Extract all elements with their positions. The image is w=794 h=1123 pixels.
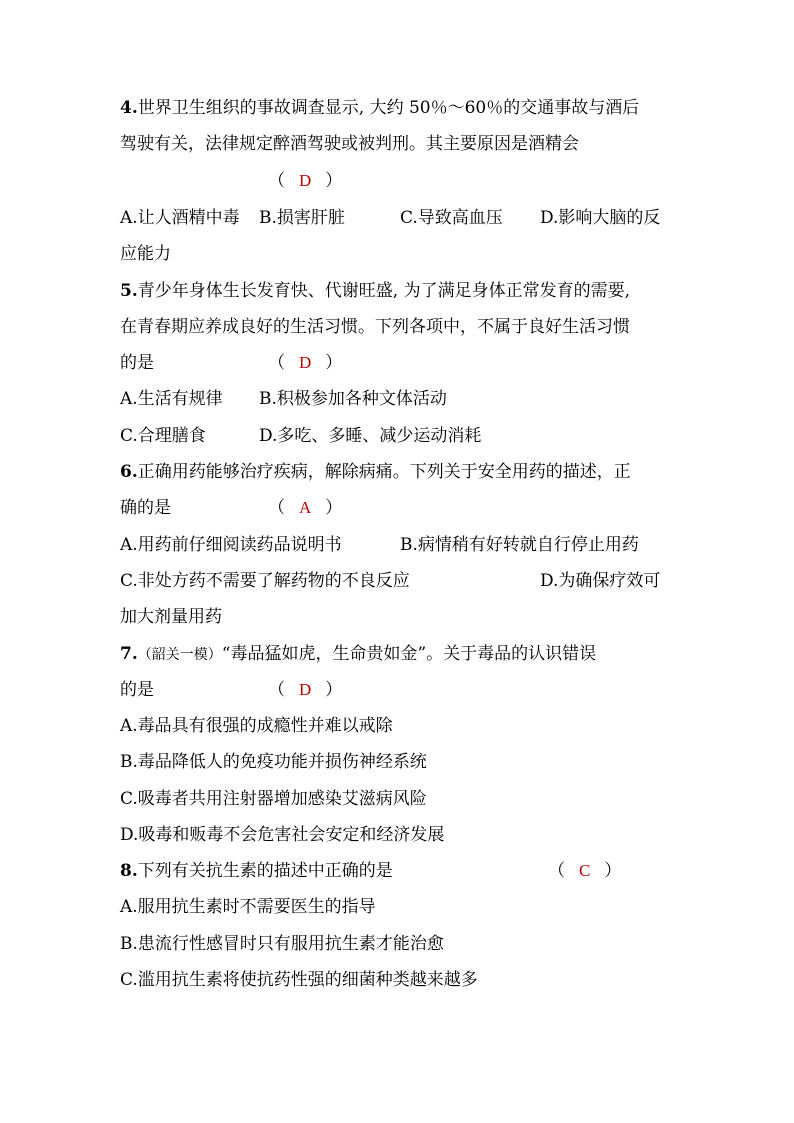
question-number: 7: [120, 644, 132, 664]
option-a: A.用药前仔细阅读药品说明书: [120, 535, 342, 555]
option-a: A.服用抗生素时不需要医生的指导: [120, 897, 376, 917]
option-b: B.病情稍有好转就自行停止用药: [400, 535, 639, 555]
option-c: C.导致高血压: [400, 208, 503, 228]
question-5-line-2: 在青春期应养成良好的生活习惯。下列各项中，不属于良好生活习惯: [120, 317, 630, 337]
question-source: （韶关一模）: [137, 647, 222, 663]
answer-letter: C: [579, 861, 591, 880]
question-6-line-1: 6.正确用药能够治疗疾病，解除病痛。下列关于安全用药的描述，正: [120, 462, 631, 482]
question-number: 6: [120, 462, 132, 482]
question-5-line-1: 5.青少年身体生长发育快、代谢旺盛, 为了满足身体正常发育的需要,: [120, 281, 630, 301]
answer-blank: （ D ）: [268, 353, 343, 373]
option-c: C.非处方药不需要了解药物的不良反应: [120, 571, 410, 591]
option-a: A.毒品具有很强的成瘾性并难以戒除: [120, 716, 393, 736]
question-4-line-1: 4.世界卫生组织的事故调查显示, 大约 50％～60％的交通事故与酒后: [120, 98, 640, 118]
answer-blank: （ A ）: [268, 498, 343, 518]
question-5-line-3: 的是: [120, 353, 154, 373]
option-c: C.吸毒者共用注射器增加感染艾滋病风险: [120, 789, 427, 809]
answer-letter: D: [299, 353, 312, 372]
answer-letter: D: [299, 680, 312, 699]
option-b: B.积极参加各种文体活动: [259, 389, 447, 409]
option-d: D.影响大脑的反: [540, 208, 661, 228]
option-c: C.滥用抗生素将使抗药性强的细菌种类越来越多: [120, 970, 478, 990]
answer-blank: （ D ）: [268, 680, 343, 700]
question-number: 4: [120, 98, 132, 118]
option-d-continued: 应能力: [120, 244, 171, 264]
question-7-line-2: 的是: [120, 680, 154, 700]
option-b: B.毒品降低人的免疫功能并损伤神经系统: [120, 752, 427, 772]
answer-blank: （ D ）: [268, 171, 343, 191]
question-8-line-1: 8.下列有关抗生素的描述中正确的是: [120, 861, 393, 881]
question-number: 8: [120, 861, 132, 881]
option-d: D.为确保疗效可: [540, 571, 661, 591]
option-b: B.患流行性感冒时只有服用抗生素才能治愈: [120, 934, 444, 954]
answer-letter: D: [299, 171, 312, 190]
option-b: B.损害肝脏: [259, 208, 345, 228]
question-6-line-2: 确的是: [120, 498, 171, 518]
question-4-line-2: 驾驶有关，法律规定醉酒驾驶或被判刑。其主要原因是酒精会: [120, 134, 579, 154]
option-a: A.生活有规律: [120, 389, 223, 409]
option-d: D.吸毒和贩毒不会危害社会安定和经济发展: [120, 825, 445, 845]
option-d-continued: 加大剂量用药: [120, 607, 222, 627]
answer-blank: （ C ）: [548, 861, 622, 881]
option-a: A.让人酒精中毒: [120, 208, 240, 228]
question-7-line-1: 7.（韶关一模）“毒品猛如虎，生命贵如金”。关于毒品的认识错误: [120, 644, 597, 664]
option-c: C.合理膳食: [120, 426, 206, 446]
option-d: D.多吃、多睡、减少运动消耗: [259, 426, 482, 446]
answer-letter: A: [299, 498, 312, 517]
question-number: 5: [120, 281, 132, 301]
